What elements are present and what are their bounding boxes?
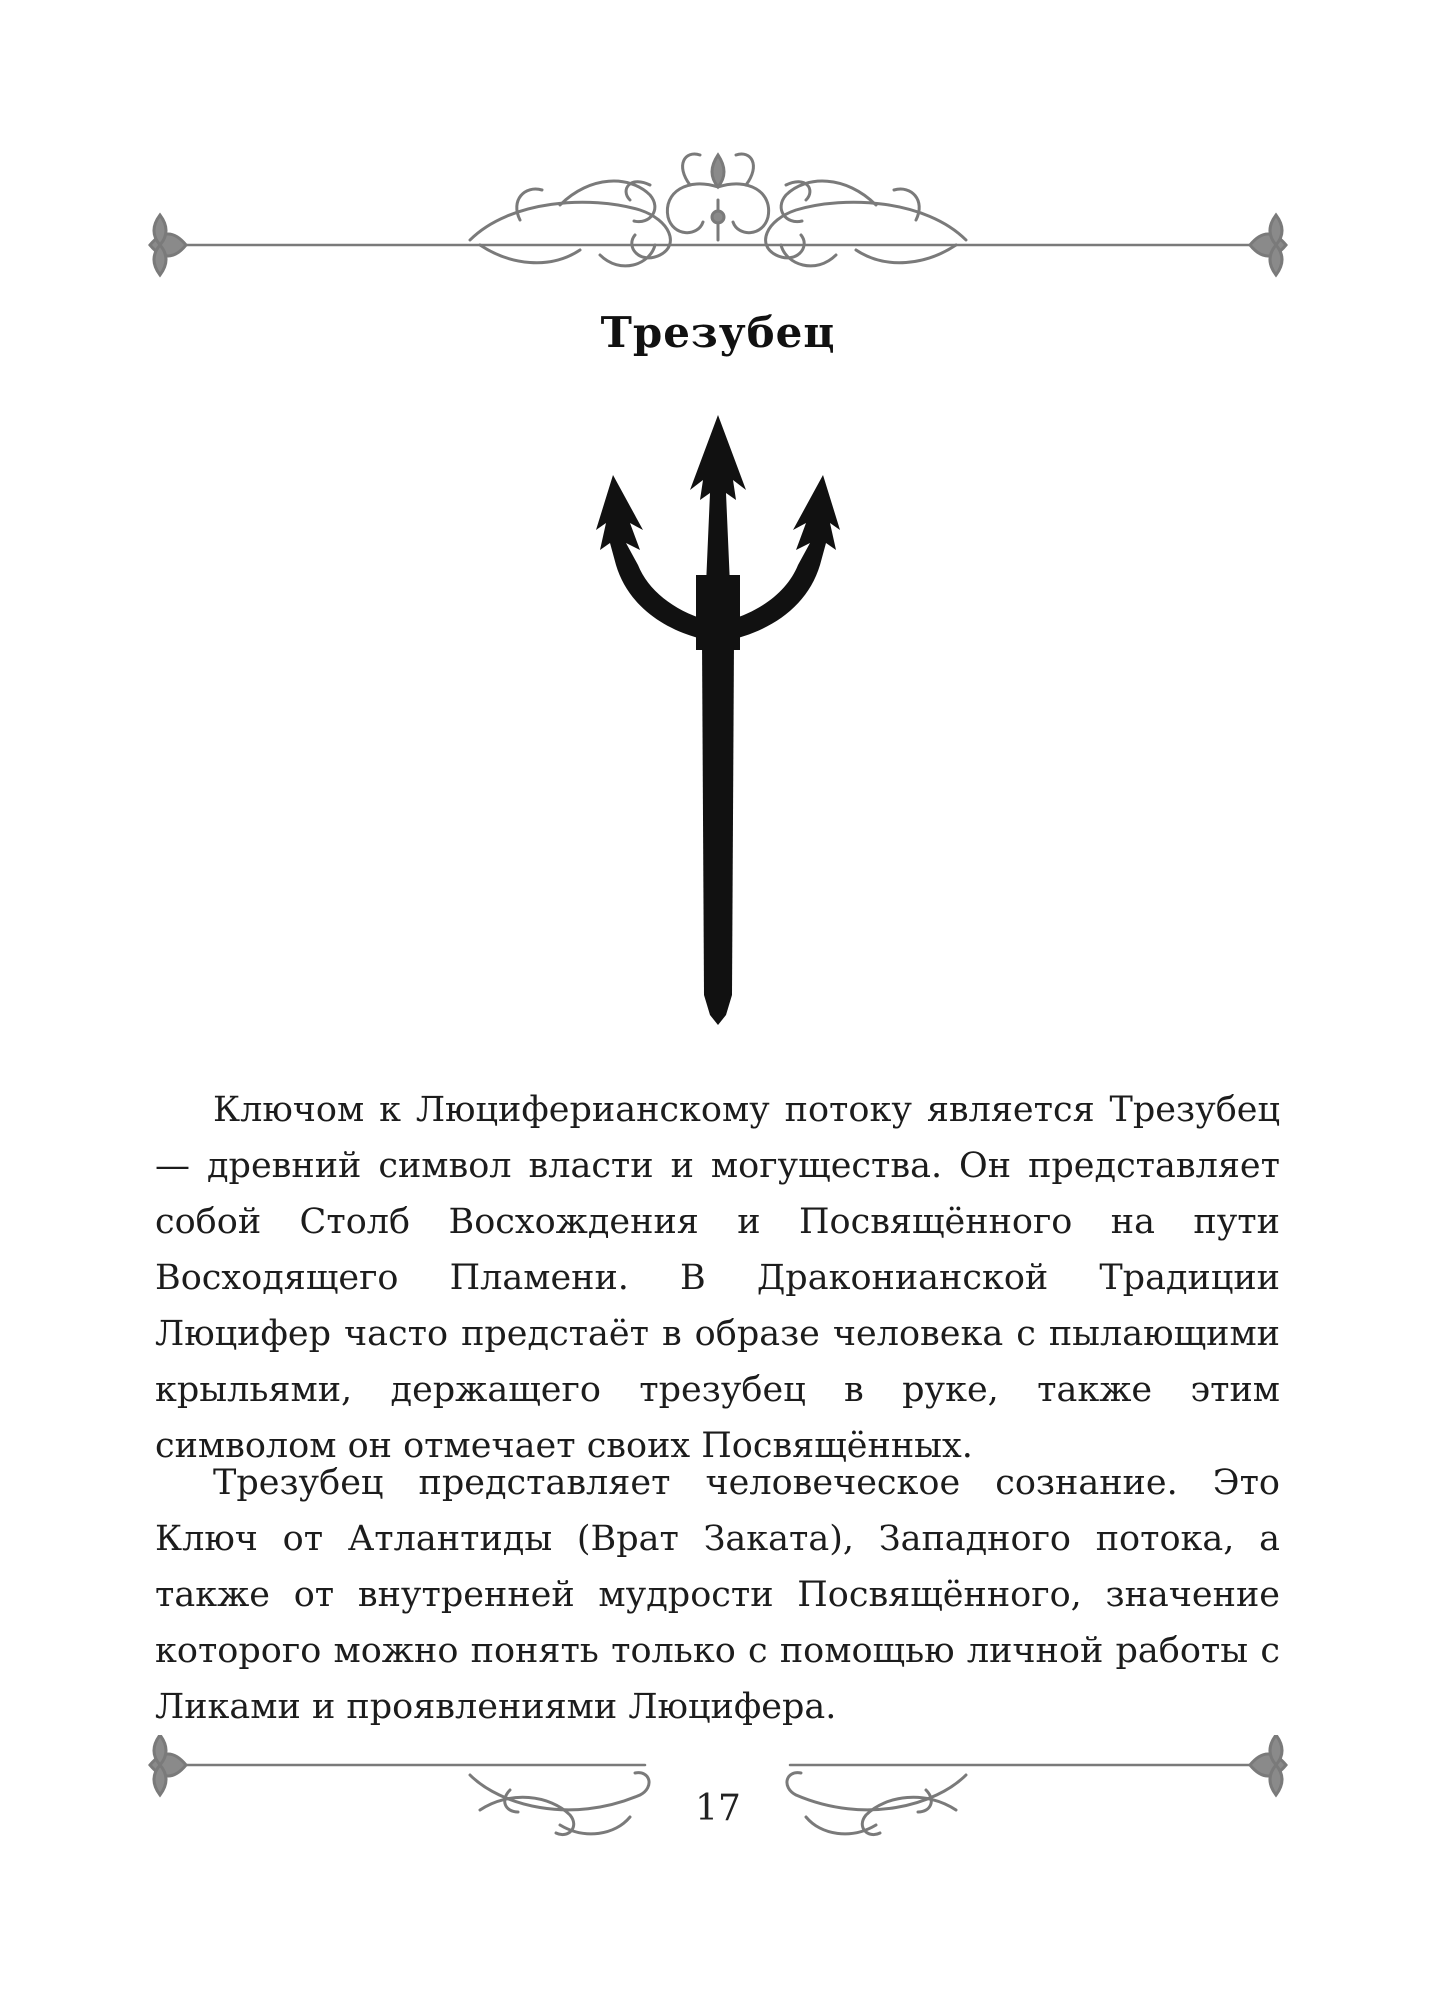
page-title: Трезубец (600, 308, 836, 357)
page-number: 17 (695, 1788, 741, 1829)
top-ornament (0, 145, 1436, 285)
paragraph: Ключом к Люциферианскому потоку является Трезубец — древний символ власти и могущества. Он представляет собой Столб Восхождения и Посвящённого на пути Восходящего Пламени. В Драконианской Традиции Люцифер часто предстаёт в образе человека с пылающими крыльями, держащего трезубец в руке, также этим символом он отмечает своих Посвящённых. (155, 1090, 1280, 1466)
paragraph: Трезубец представляет человеческое сознание. Это Ключ от Атлантиды (Врат Заката), Западного потока, а также от внутренней мудрости Посвящённого, значение которого можно понять только с помощью личной работы с Ликами и проявлениями Люцифера. (155, 1463, 1280, 1727)
floral-ornament-icon (0, 145, 1436, 285)
trident-icon (568, 415, 868, 1035)
